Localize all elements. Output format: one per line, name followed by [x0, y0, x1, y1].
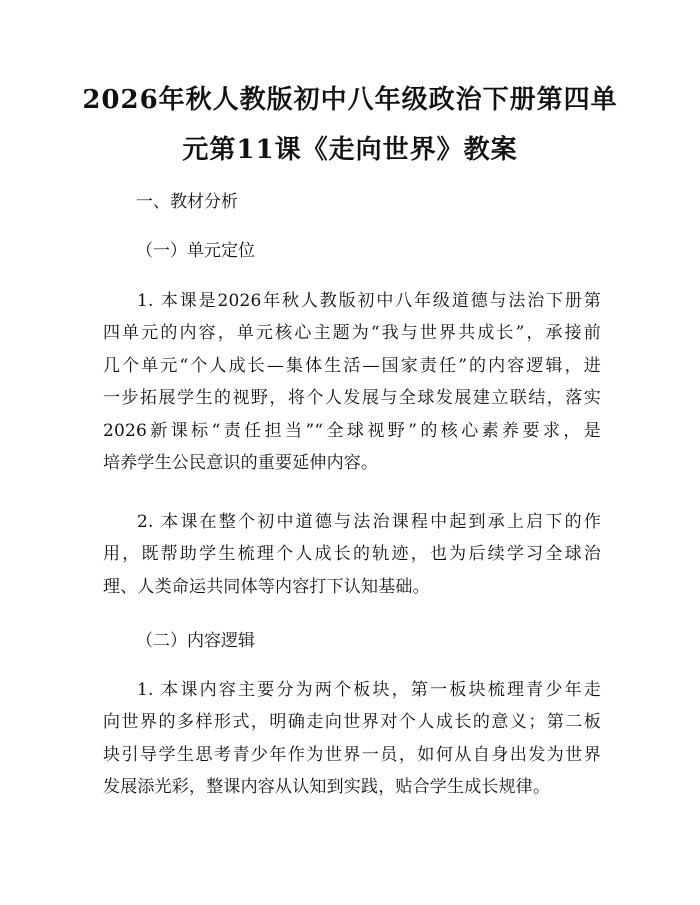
- document-title-line-1: 2026年秋人教版初中八年级政治下册第四单: [82, 85, 618, 115]
- paragraph-content-logic-1: [103, 674, 601, 804]
- paragraph-line: 用，既帮助学生梳理个人成长的轨迹，也为后续学习全球治: [103, 544, 601, 565]
- paragraph-line: 向世界的多样形式，明确走向世界对个人成长的意义；第二板: [103, 712, 601, 733]
- paragraph-line: 1. 本课内容主要分为两个板块，第一板块梳理青少年走: [137, 680, 601, 700]
- document-title-line-2: 元第11课《走向世界》教案: [182, 135, 518, 165]
- paragraph-line: 1. 本课是2026年秋人教版初中八年级道德与法治下册第: [137, 291, 601, 311]
- section-heading-textbook-analysis: 一、教材分析: [136, 192, 238, 212]
- paragraph-line: 几个单元“个人成长—集体生活—国家责任”的内容逻辑，进: [103, 355, 601, 376]
- paragraph-unit-positioning-2: [103, 506, 601, 603]
- subsection-heading-content-logic: （二）内容逻辑: [136, 631, 255, 651]
- paragraph-line: 块引导学生思考青少年作为世界一员，如何从自身出发为世界: [103, 744, 601, 765]
- paragraph-line: 2. 本课在整个初中道德与法治课程中起到承上启下的作: [137, 512, 601, 532]
- paragraph-line: 一步拓展学生的视野，将个人发展与全球发展建立联结，落实: [103, 388, 601, 409]
- subsection-heading-unit-positioning: （一）单元定位: [136, 241, 255, 261]
- paragraph-line: 发展添光彩，整课内容从认知到实践，贴合学生成长规律。: [103, 777, 551, 798]
- paragraph-line: 培养学生公民意识的重要延伸内容。: [103, 452, 379, 473]
- paragraph-unit-positioning-1: [103, 285, 601, 479]
- paragraph-line: 四单元的内容，单元核心主题为“我与世界共成长”，承接前: [103, 323, 601, 344]
- paragraph-line: 理、人类命运共同体等内容打下认知基础。: [103, 576, 430, 597]
- paragraph-line: 2026新课标“责任担当”“全球视野”的核心素养要求，是: [103, 420, 601, 441]
